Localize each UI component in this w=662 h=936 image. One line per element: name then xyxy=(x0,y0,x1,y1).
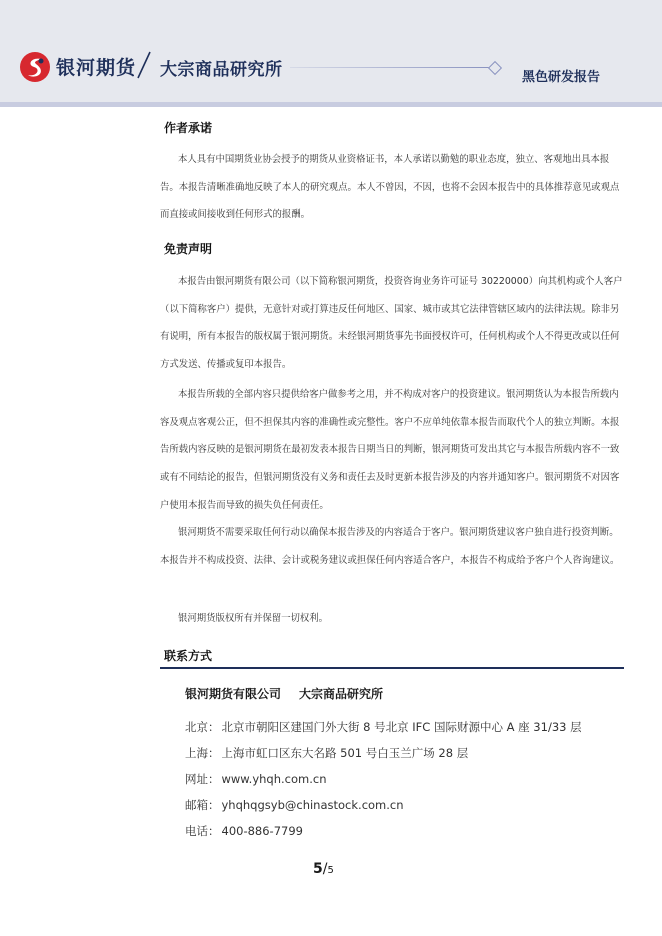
contact-phone xyxy=(185,823,303,839)
contact-divider xyxy=(160,667,624,669)
page-header xyxy=(0,0,662,102)
contact-beijing xyxy=(185,719,582,735)
brand-name: 银河期货 xyxy=(56,57,137,79)
commitment-title: 作者承诺 xyxy=(164,121,213,135)
email-link[interactable]: yhqhqgsyb@chinastock.com.cn xyxy=(221,798,404,812)
report-type: 黑色研发报告 xyxy=(522,70,601,85)
email-label: 邮箱： xyxy=(185,798,220,812)
current-page: 5 xyxy=(313,861,323,877)
contact-website xyxy=(185,771,326,787)
header-rule xyxy=(290,67,490,68)
disclaimer-paragraph-2: 本报告所载的全部内容只提供给客户做参考之用，并不构成对客户的投资建议。银河期货认为本报告所载内容及观点客观公正，但不担保其内容的准确性或完整性。客户不应单纯依靠本报告而取代个人的独立判断。本报告所载内容反映的是银河期货在最初发表本报告日期当日的判断，银河期货可发出其它与本报告所载内容不一致或有不同结论的报告，但银河期货没有义务和责任去及时更新本报告涉及的内容并通知客户。银河期货不对因客户使用本报告而导致的损失负任何责任。 xyxy=(160,389,620,511)
website-link[interactable]: www.yhqh.com.cn xyxy=(221,772,327,786)
shanghai-label: 上海： xyxy=(185,746,220,760)
institute-name: 大宗商品研究所 xyxy=(160,60,283,80)
contact-shanghai xyxy=(185,745,468,761)
disclaimer-title: 免责声明 xyxy=(164,242,213,256)
disclaimer-paragraph-3: 银河期货不需要采取任何行动以确保本报告涉及的内容适合于客户。银河期货建议客户独自进行投资判断。本报告并不构成投资、法律、会计或税务建议或担保任何内容适合客户，本报告不构成给予客户个人咨询建议。 xyxy=(160,527,620,566)
disclaimer-paragraph-4: 银河期货版权所有并保留一切权利。 xyxy=(178,613,329,624)
website-label: 网址： xyxy=(185,772,220,786)
header-divider xyxy=(0,102,662,107)
commitment-paragraph: 本人具有中国期货业协会授予的期货从业资格证书，本人承诺以勤勉的职业态度，独立、客观地出具本报告。本报告清晰准确地反映了本人的研究观点。本人不曾因，不因，也将不会因本报告中的具体推荐意见或观点而直接或间接收到任何形式的报酬。 xyxy=(160,154,620,221)
slash-divider-icon xyxy=(134,50,154,80)
contact-institute: 大宗商品研究所 xyxy=(299,687,384,701)
total-pages: 5 xyxy=(327,865,334,876)
phone-number: 400-886-7799 xyxy=(221,824,303,838)
contact-title: 联系方式 xyxy=(164,649,213,663)
disclaimer-paragraph-1: 本报告由银河期货有限公司（以下简称银河期货，投资咨询业务许可证号 30220000）向其机构或个人客户（以下简称客户）提供，无意针对或打算违反任何地区、国家、城市或其它法律管辖区域内的法律法规。除非另有说明，所有本报告的版权属于银河期货。未经银河期货事先书面授权许可，任何机构或个人不得更改或以任何方式发送、传播或复印本报告。 xyxy=(160,276,623,371)
beijing-address: 北京市朝阳区建国门外大街 8 号北京 IFC 国际财源中心 A 座 31/33 层 xyxy=(221,720,582,734)
page-number xyxy=(313,858,334,877)
contact-company: 银河期货有限公司 xyxy=(185,687,282,701)
beijing-label: 北京： xyxy=(185,720,220,734)
contact-email xyxy=(185,797,404,813)
page-separator: / xyxy=(322,861,328,877)
galaxy-logo-icon xyxy=(19,51,51,83)
shanghai-address: 上海市虹口区东大名路 501 号白玉兰广场 28 层 xyxy=(221,746,469,760)
contact-company-line xyxy=(185,685,401,702)
phone-label: 电话： xyxy=(185,824,220,838)
